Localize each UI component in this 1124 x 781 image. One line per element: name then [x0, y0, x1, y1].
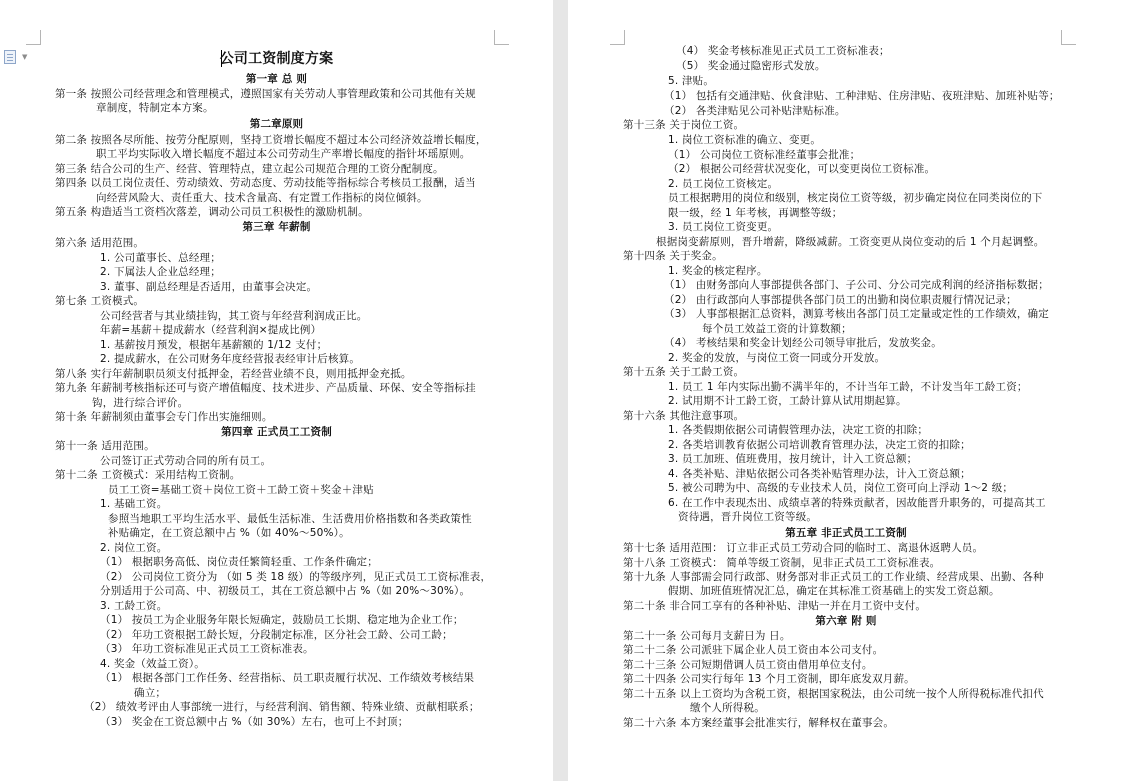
- article-line: 第十一条 适用范围。: [55, 440, 155, 452]
- article-line: 1. 基薪按月预发，根据年基薪额的 1/12 支付；: [100, 339, 328, 351]
- article-line: 第十八条 工资模式： 简单等级工资制，见非正式员工工资标准表。: [623, 557, 941, 569]
- chevron-down-icon[interactable]: ▼: [22, 53, 28, 61]
- article-line: 3. 员工加班、值班费用，按月统计，计入工资总额；: [668, 453, 918, 465]
- article-line: 3. 员工岗位工资变更。: [668, 221, 779, 233]
- article-line: 4. 各类补贴、津贴依据公司各类补贴管理办法，计入工资总额；: [668, 468, 971, 480]
- article-line: 3. 工龄工资。: [100, 600, 168, 612]
- article-line: 1. 岗位工资标准的确立、变更。: [668, 134, 822, 146]
- article-line: 第五条 构造适当工资档次落差，调动公司员工积极性的激励机制。: [55, 206, 369, 218]
- article-line: 员工根据聘用的岗位和级别，核定岗位工资等级，初步确定岗位在同类岗位的下: [668, 192, 1043, 204]
- article-line: （1） 按员工为企业服务年限长短确定，鼓励员工长期、稳定地为企业工作；: [100, 614, 464, 626]
- article-line: （3） 奖金在工资总额中占 %（如 30%）左右，也可上不封顶；: [100, 716, 409, 728]
- crop-mark-top-right: [494, 30, 509, 45]
- article-line: （1） 包括有交通津贴、伙食津贴、工种津贴、住房津贴、夜班津贴、加班补贴等；: [664, 90, 1060, 102]
- article-line: 假期、加班值班情况汇总，确定在其标准工资基础上的实发工资总额。: [668, 585, 1000, 597]
- article-line: 第四条 以员工岗位责任、劳动绩效、劳动态度、劳动技能等指标综合考核员工报酬，适当: [55, 177, 476, 189]
- article-line: 年薪=基薪＋提成薪水（经营利润×提成比例）: [100, 324, 322, 336]
- article-line: 第二十五条 以上工资均为含税工资，根据国家税法，由公司统一按个人所得税标准代扣代: [623, 688, 1044, 700]
- article-line: 1. 员工 1 年内实际出勤不满半年的，不计当年工龄，不计发当年工龄工资；: [668, 381, 1028, 393]
- article-line: （2） 公司岗位工资分为 （如 5 类 18 级）的等级序列，见正式员工工资标准表，: [100, 571, 492, 583]
- article-line: 缴个人所得税。: [690, 702, 765, 714]
- article-line: 第十二条 工资模式：采用结构工资制。: [55, 469, 241, 481]
- article-line: 1. 奖金的核定程序。: [668, 265, 768, 277]
- article-line: （2） 根据公司经营状况变化，可以变更岗位工资标准。: [668, 163, 936, 175]
- chapter-heading: 第一章 总 则: [245, 73, 308, 85]
- crop-mark-top-left: [26, 30, 41, 45]
- article-line: （2） 各类津贴见公司补贴津贴标准。: [664, 105, 846, 117]
- article-line: 2. 各类培训教育依据公司培训教育管理办法，决定工资的扣除；: [668, 439, 971, 451]
- article-line: （1） 由财务部向人事部提供各部门、子公司、分公司完成利润的经济指标数据；: [664, 279, 1049, 291]
- article-line: 第十五条 关于工龄工资。: [623, 366, 745, 378]
- article-line: 参照当地职工平均生活水平、最低生活标准、生活费用价格指数和各类政策性: [108, 513, 472, 525]
- article-line: （3） 年功工资标准见正式员工工资标准表。: [100, 643, 314, 655]
- document-title: 公司工资制度方案: [219, 51, 334, 67]
- article-line: 每个员工效益工资的计算数额；: [702, 323, 852, 335]
- article-line: 2. 员工岗位工资核定。: [668, 178, 779, 190]
- article-line: 2. 试用期不计工龄工资，工龄计算从试用期起算。: [668, 395, 907, 407]
- article-line: 公司签订正式劳动合同的所有员工。: [100, 455, 272, 467]
- article-line: （1） 根据各部门工作任务、经营指标、员工职责履行状况、工作绩效考核结果: [100, 672, 475, 684]
- article-line: 第二十三条 公司短期借调人员工资由借用单位支付。: [623, 659, 873, 671]
- article-line: 5. 津贴。: [668, 75, 715, 87]
- article-line: 公司经营者与其业绩挂钩，其工资与年经营利润成正比。: [100, 310, 368, 322]
- crop-mark-top-left: [610, 30, 625, 45]
- article-line: 第十九条 人事部需会同行政部、财务部对非正式员工的工作业绩、经营成果、出勤、各种: [623, 571, 1044, 583]
- article-line: 6. 在工作中表现杰出、成绩卓著的特殊贡献者，因故能晋升职务的，可提高其工: [668, 497, 1046, 509]
- article-line: 1. 公司董事长、总经理；: [100, 252, 221, 264]
- article-line: 1. 各类假期依据公司请假管理办法，决定工资的扣除；: [668, 424, 929, 436]
- document-page-left: [0, 0, 553, 781]
- article-line: 第六条 适用范围。: [55, 237, 145, 249]
- chapter-heading: 第四章 正式员工工资制: [221, 426, 332, 438]
- article-line: 2. 提成薪水，在公司财务年度经营报表经审计后核算。: [100, 353, 361, 365]
- article-line: 第九条 年薪制考核指标还可与资产增值幅度、技术进步、产品质量、环保、安全等指标挂: [55, 382, 476, 394]
- article-line: 章制度，特制定本方案。: [96, 102, 214, 114]
- article-line: （4） 奖金考核标准见正式员工工资标准表；: [676, 45, 890, 57]
- article-line: （2） 年功工资根据工龄长短，分段制定标准，区分社会工龄、公司工龄；: [100, 629, 453, 641]
- article-line: 5. 被公司聘为中、高级的专业技术人员，岗位工资可向上浮动 1～2 级；: [668, 482, 1014, 494]
- article-line: 第十四条 关于奖金。: [623, 250, 723, 262]
- article-line: （2） 由行政部向人事部提供各部门员工的出勤和岗位职责履行情况记录；: [664, 294, 1017, 306]
- article-line: 第七条 工资模式。: [55, 295, 145, 307]
- article-line: 第十六条 其他注意事项。: [623, 410, 745, 422]
- article-line: 2. 奖金的发放，与岗位工资一同或分开发放。: [668, 352, 886, 364]
- article-line: （4） 考核结果和奖金计划经公司领导审批后，发放奖金。: [664, 337, 942, 349]
- article-line: 第一条 按照公司经营理念和管理模式，遵照国家有关劳动人事管理政策和公司其他有关规: [55, 88, 476, 100]
- crop-mark-top-right: [1061, 30, 1076, 45]
- article-line: 分别适用于公司高、中、初级员工，其在工资总额中占 %（如 20%～30%）。: [100, 585, 471, 597]
- chapter-heading: 第三章 年薪制: [242, 221, 311, 233]
- article-line: 第二十条 非合同工享有的各种补贴、津贴一并在月工资中支付。: [623, 600, 927, 612]
- article-line: 第八条 实行年薪制职员须支付抵押金，若经营业绩不良，则用抵押金充抵。: [55, 368, 412, 380]
- article-line: 根据岗变薪原则，晋升增薪，降级减薪。工资变更从岗位变动的后 1 个月起调整。: [656, 236, 1045, 248]
- article-line: （1） 公司岗位工资标准经董事会批准；: [668, 149, 861, 161]
- article-line: 职工平均实际收入增长幅度不超过本公司劳动生产率增长幅度的指针坏瑶原则。: [96, 148, 471, 160]
- article-line: 钩，进行综合评价。: [92, 397, 189, 409]
- article-line: 第二十二条 公司派驻下属企业人员工资由本公司支付。: [623, 644, 884, 656]
- article-line: （1） 根据职务高低、岗位责任繁简轻重、工作条件确定；: [100, 556, 378, 568]
- article-line: 向经营风险大、责任重大、技术含量高、有定置工作指标的岗位倾斜。: [96, 192, 428, 204]
- article-line: 补贴确定，在工资总额中占 %（如 40%～50%）。: [108, 527, 350, 539]
- chapter-heading: 第六章 附 则: [815, 615, 877, 627]
- article-line: 第二十一条 公司每月支薪日为 日。: [623, 630, 791, 642]
- article-line: 2. 下属法人企业总经理；: [100, 266, 221, 278]
- article-line: 第十条 年薪制须由董事会专门作出实施细则。: [55, 411, 273, 423]
- chapter-heading: 第二章原则: [249, 118, 304, 130]
- chapter-heading: 第五章 非正式员工工资制: [785, 527, 907, 539]
- article-line: （2） 绩效考评由人事部统一进行，与经营利润、销售额、特殊业绩、贡献相联系；: [84, 701, 480, 713]
- article-line: 资待遇，晋升岗位工资等级。: [678, 511, 818, 523]
- page-gutter: [553, 0, 568, 781]
- article-line: 员工工资=基础工资＋岗位工资＋工龄工资＋奖金＋津贴: [108, 484, 374, 496]
- article-line: 3. 董事、副总经理是否适用，由董事会决定。: [100, 281, 318, 293]
- article-line: 第十三条 关于岗位工资。: [623, 119, 745, 131]
- article-line: 第三条 结合公司的生产、经营、管理特点，建立起公司规范合理的工资分配制度。: [55, 163, 444, 175]
- article-line: （5） 奖金通过隐密形式发放。: [676, 60, 826, 72]
- article-line: 第二条 按照各尽所能、按劳分配原则，坚持工资增长幅度不超过本公司经济效益增长幅度，: [55, 134, 487, 146]
- document-page-right: [568, 0, 1124, 781]
- article-line: 确立；: [134, 687, 167, 699]
- article-line: 第十七条 适用范围： 订立非正式员工劳动合同的临时工、离退休返聘人员。: [623, 542, 984, 554]
- article-line: 第二十四条 公司实行每年 13 个月工资制，即年底发双月薪。: [623, 673, 915, 685]
- article-line: 第二十六条 本方案经董事会批准实行，解释权在董事会。: [623, 717, 895, 729]
- article-line: 限一级，经 1 年考核，再调整等级；: [668, 207, 843, 219]
- article-line: （3） 人事部根据汇总资料，测算考核出各部门员工定量或定性的工作绩效，确定: [664, 308, 1049, 320]
- article-line: 2. 岗位工资。: [100, 542, 168, 554]
- article-line: 1. 基础工资。: [100, 498, 168, 510]
- article-line: 4. 奖金（效益工资）。: [100, 658, 206, 670]
